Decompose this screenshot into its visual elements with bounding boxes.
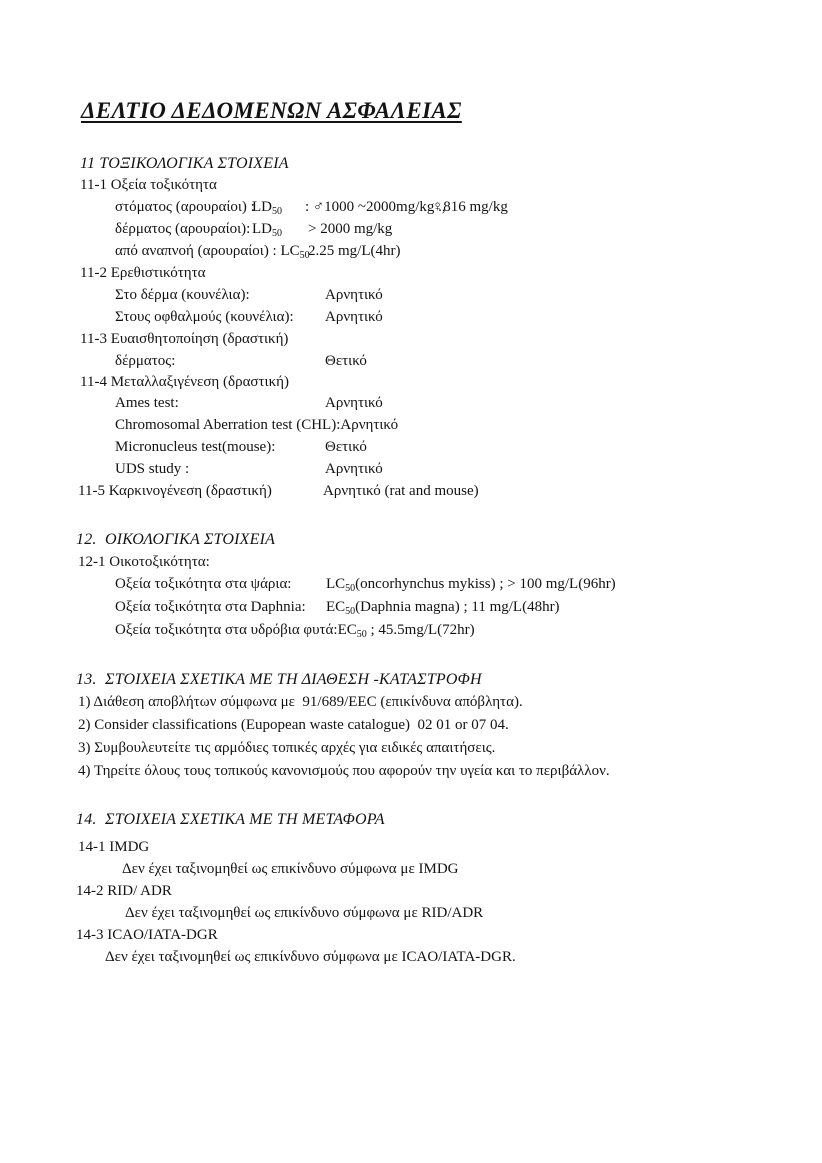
text-run: ΔΕΛΤΙΟ ΔΕΔΟΜΕΝΩΝ ΑΣΦΑΛΕΙΑΣ	[81, 98, 462, 123]
text-run: Οξεία τοξικότητα στα ψάρια:	[115, 576, 292, 592]
text-run: ΟΙΚΟΛΟΓΙΚΑ ΣΤΟΙΧΕΙΑ	[105, 531, 276, 548]
text-segment	[105, 810, 385, 829]
text-segment	[325, 394, 383, 412]
text-run: UDS study :	[115, 461, 190, 477]
text-segment	[325, 308, 383, 326]
text-segment	[76, 882, 172, 900]
text-run: 11-1 Οξεία τοξικότητα	[80, 177, 217, 193]
text-segment	[326, 598, 560, 616]
text-run: > 2000 mg/kg	[308, 221, 393, 237]
text-run: ♀816 mg/kg	[432, 199, 508, 215]
text-run: Δεν έχει ταξινομηθεί ως επικίνδυνο σύμφωνα με ICAO/IATA-DGR.	[105, 949, 516, 965]
subscript-text: 50	[272, 228, 282, 239]
subscript-text: 50	[299, 250, 310, 261]
text-run: 11-2 Ερεθιστικότητα	[80, 265, 206, 281]
text-run: 4) Τηρείτε όλους τους τοπικούς κανονισμούς που αφορούν την υγεία και το περιβάλλον.	[78, 763, 610, 779]
text-run: Micronucleus test(mouse):	[115, 439, 276, 455]
text-run: 1) Διάθεση αποβλήτων σύμφωνα με 91/689/EEC (επικίνδυνα απόβλητα).	[78, 694, 523, 710]
text-segment	[115, 286, 250, 304]
text-segment	[115, 575, 291, 593]
text-segment	[115, 621, 475, 639]
text-segment	[80, 373, 289, 391]
text-run: 14.	[76, 811, 97, 828]
text-segment	[80, 176, 217, 194]
text-run: Αρνητικό	[325, 395, 383, 411]
text-segment	[308, 242, 400, 260]
text-segment	[78, 838, 149, 856]
text-run: Θετικό	[325, 439, 367, 455]
subscript-text: 50	[272, 206, 282, 217]
text-segment	[76, 530, 97, 549]
text-run: δέρματος (αρουραίοι):	[115, 221, 251, 237]
text-segment	[305, 198, 446, 216]
text-run: ; 45.5mg/L(72hr)	[366, 622, 475, 638]
text-run: 13.	[76, 671, 97, 688]
text-segment	[252, 198, 282, 216]
text-run: 2.25 mg/L(4hr)	[308, 243, 401, 259]
text-segment	[308, 220, 392, 238]
text-segment	[80, 154, 289, 173]
text-segment	[81, 97, 462, 125]
text-segment	[115, 198, 255, 216]
text-segment	[115, 394, 179, 412]
text-run: LD	[252, 199, 272, 215]
text-run: EC	[326, 599, 346, 615]
text-segment	[76, 926, 218, 944]
text-run: 14-1 IMDG	[78, 839, 150, 855]
text-run: LD	[252, 221, 272, 237]
text-run: 11-3 Ευαισθητοποίηση (δραστική)	[80, 331, 289, 347]
text-run: Στο δέρμα (κουνέλια):	[115, 287, 250, 303]
text-run: ΣΤΟΙΧΕΙΑ ΣΧΕΤΙΚΑ ΜΕ ΤΗ ΔΙΑΘΕΣΗ -ΚΑΤΑΣΤΡΟΦΗ	[105, 671, 482, 688]
text-segment	[115, 460, 189, 478]
text-run: 14-2 RID/ ADR	[76, 883, 172, 899]
text-run: Αρνητικό	[325, 287, 383, 303]
text-segment	[115, 438, 275, 456]
text-run: Στους οφθαλμούς (κουνέλια):	[115, 309, 294, 325]
subscript-text: 50	[345, 583, 356, 594]
text-segment	[325, 286, 383, 304]
text-segment	[122, 860, 459, 878]
text-run: από αναπνοή (αρουραίοι) : LC	[115, 243, 300, 259]
text-segment	[80, 330, 288, 348]
text-segment	[115, 598, 306, 616]
subscript-text: 50	[345, 606, 356, 617]
text-segment	[115, 416, 398, 434]
text-run: Οξεία τοξικότητα στα υδρόβια φυτά:EC	[115, 622, 357, 638]
text-run: Αρνητικό	[325, 461, 383, 477]
text-run: Chromosomal Aberration test (CHL):Αρνητικό	[115, 417, 399, 433]
text-segment	[325, 352, 367, 370]
text-run: 12.	[76, 531, 97, 548]
text-segment	[326, 575, 616, 593]
text-run: Αρνητικό	[325, 309, 383, 325]
text-run: LC	[326, 576, 346, 592]
text-segment	[78, 553, 210, 571]
text-segment	[432, 198, 508, 216]
text-segment	[325, 438, 367, 456]
text-segment	[323, 482, 479, 500]
text-segment	[115, 242, 310, 260]
text-run: στόματος (αρουραίοι) :	[115, 199, 255, 215]
text-segment	[115, 220, 250, 238]
text-segment	[76, 810, 97, 829]
text-run: Οξεία τοξικότητα στα Daphnia:	[115, 599, 306, 615]
text-run: Αρνητικό (rat and mouse)	[323, 483, 479, 499]
text-run: 3) Συμβουλευτείτε τις αρμόδιες τοπικές αρχές για ειδικές απαιτήσεις.	[78, 740, 496, 756]
text-segment	[125, 904, 483, 922]
text-run: Δεν έχει ταξινομηθεί ως επικίνδυνο σύμφωνα με IMDG	[122, 861, 459, 877]
text-segment	[76, 670, 97, 689]
text-segment	[78, 716, 509, 734]
text-run: 12-1 Οικοτοξικότητα:	[78, 554, 210, 570]
text-segment	[105, 670, 482, 689]
text-segment	[252, 220, 282, 238]
text-run: : ♂1000 ~2000mg/kg .,	[305, 199, 446, 215]
text-segment	[105, 530, 275, 549]
text-segment	[115, 308, 294, 326]
text-segment	[325, 460, 383, 478]
text-run: ΣΤΟΙΧΕΙΑ ΣΧΕΤΙΚΑ ΜΕ ΤΗ ΜΕΤΑΦΟΡΑ	[105, 811, 385, 828]
text-run: Θετικό	[325, 353, 367, 369]
text-segment	[115, 352, 175, 370]
text-run: 2) Consider classifications (Eupopean waste catalogue) 02 01 or 07 04.	[78, 717, 509, 733]
text-run: 14-3 ICAO/IATA-DGR	[76, 927, 218, 943]
subscript-text: 50	[356, 629, 367, 640]
text-segment	[78, 482, 272, 500]
text-run: 11 ΤΟΞΙΚΟΛΟΓΙΚΑ ΣΤΟΙΧΕΙΑ	[80, 155, 289, 172]
text-segment	[105, 948, 516, 966]
text-run: (oncorhynchus mykiss) ; > 100 mg/L(96hr)	[355, 576, 616, 592]
text-run: δέρματος:	[115, 353, 176, 369]
text-run: 11-5 Καρκινογένεση (δραστική)	[78, 483, 272, 499]
text-segment	[78, 739, 495, 757]
text-run: Δεν έχει ταξινομηθεί ως επικίνδυνο σύμφωνα με RID/ADR	[125, 905, 484, 921]
text-segment	[78, 693, 523, 711]
text-run: 11-4 Μεταλλαξιγένεση (δραστική)	[80, 374, 289, 390]
text-run: Ames test:	[115, 395, 179, 411]
text-run: (Daphnia magna) ; 11 mg/L(48hr)	[355, 599, 560, 615]
text-segment	[78, 762, 610, 780]
text-segment	[80, 264, 206, 282]
